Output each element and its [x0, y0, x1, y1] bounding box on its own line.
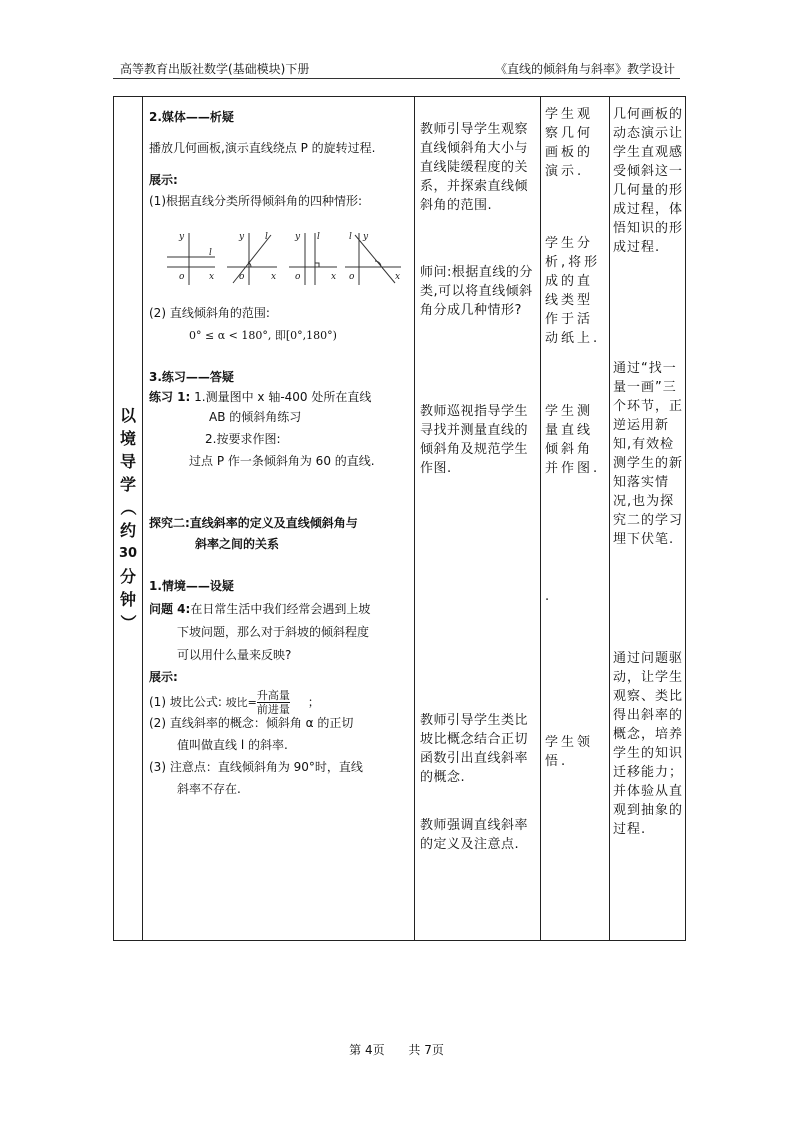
fig-o-label: o: [349, 272, 355, 282]
show1-item1: (1)根据直线分类所得倾斜角的四种情形:: [149, 194, 363, 208]
stage-char: 导: [119, 451, 136, 471]
practice-title: 3.练习——答疑: [149, 370, 234, 384]
situation-title: 1.情境——设疑: [149, 579, 234, 593]
explore2-line1: 探究二:直线斜率的定义及直线倾斜角与: [149, 516, 358, 530]
fig-l-label: l: [317, 232, 320, 242]
practice1-text-d: 过点 P 作一条倾斜角为 60 的直线.: [189, 454, 375, 468]
stage-char: 以: [119, 405, 136, 425]
show2-title: 展示:: [149, 670, 178, 684]
stage-char: 学: [119, 474, 136, 494]
student-activity-column: [541, 97, 610, 941]
teacher-note-4: 教师引导学生类比坡比概念结合正切函数引出直线斜率的概念.: [420, 713, 529, 785]
inclination-cases-figure: [165, 225, 405, 287]
q4-label: 问题 4:: [149, 602, 191, 616]
stage-char: 约: [119, 520, 136, 540]
student-note-1: 学生观察几何画板的演示.: [545, 107, 594, 179]
intent-note-3: 通过问题驱动，让学生观察、类比得出斜率的概念，培养学生的知识迁移能力；并体验从直观到抽象的过程.: [613, 651, 684, 837]
q4-text: 在日常生活中我们经常会遇到上坡: [190, 602, 371, 616]
fig-l-label: l: [349, 232, 352, 242]
page-total: 共 7页: [408, 1043, 444, 1057]
student-note-2: 学生分析,将形成的直线类型作于活动纸上.: [545, 236, 601, 346]
note-2: 斜率不存在.: [177, 782, 241, 796]
header-right: 《直线的倾斜角与斜率》教学设计: [495, 62, 676, 76]
fig-y-label: y: [295, 232, 301, 242]
practice1-text-c: 2.按要求作图:: [205, 432, 281, 446]
fig-y-label: y: [179, 232, 185, 242]
fig-l-label: l: [209, 248, 212, 258]
student-note-5: 学生领悟.: [545, 735, 594, 769]
practice1-text-b: AB 的倾斜角练习: [209, 410, 302, 424]
fig-x-label: x: [209, 272, 215, 282]
q4-line2: 下坡问题，那么对于斜坡的倾斜程度: [177, 625, 370, 639]
intent-note-1: 几何画板的动态演示让学生直观感受倾斜这一几何量的形成过程，体悟知识的形成过程.: [613, 107, 684, 255]
slope-def-2: 值叫做直线 l 的斜率.: [177, 738, 288, 752]
fig-o-label: o: [179, 272, 185, 282]
header-rule: [113, 78, 680, 79]
page-number: 第 4页: [349, 1043, 385, 1057]
fig-x-label: x: [331, 272, 337, 282]
content-column: [143, 97, 415, 941]
stage-label: [114, 97, 142, 940]
fig-y-label: y: [363, 232, 369, 242]
slope-ratio-tail: ；: [307, 695, 320, 709]
slope-ratio-word: 坡比=: [225, 696, 257, 709]
stage-column: [114, 97, 143, 941]
inclination-range: 0° ≤ α < 180°, 即[0°,180°): [189, 329, 337, 342]
practice1-line1: [149, 387, 410, 408]
teacher-activity-column: [415, 97, 541, 941]
stage-char: 30: [118, 545, 138, 561]
slope-ratio-numerator: 升高量: [256, 689, 290, 702]
slope-ratio-formula: [149, 689, 410, 716]
slope-def-1: (2) 直线斜率的概念：倾斜角 α 的正切: [149, 716, 354, 730]
fig-x-label: x: [395, 272, 401, 282]
student-note-4: .: [545, 589, 553, 604]
fig-l-label: l: [265, 232, 268, 242]
explore2-line2: 斜率之间的关系: [195, 537, 280, 551]
practice1-label: 练习 1:: [149, 390, 191, 404]
fig-o-label: o: [239, 272, 245, 282]
slope-ratio-label: (1) 坡比公式:: [149, 695, 222, 709]
show1-title: 展示:: [149, 173, 178, 187]
q4-line1: [149, 599, 410, 620]
fig-y-label: y: [239, 232, 245, 242]
q4-line3: 可以用什么量来反映?: [177, 648, 292, 662]
page-footer: [0, 1041, 793, 1058]
slope-ratio-denominator: 前进量: [256, 703, 290, 716]
media-title: 2.媒体——析疑: [149, 110, 234, 124]
teacher-note-2: 师问:根据直线的分类,可以将直线倾斜角分成几种情形?: [420, 265, 533, 318]
student-note-3: 学生测量直线倾斜角并作图.: [545, 404, 601, 476]
fig-x-label: x: [271, 272, 277, 282]
slope-ratio-fraction: [257, 689, 290, 716]
design-intent-column: [610, 97, 686, 941]
stage-char: 钟: [119, 589, 136, 609]
practice1-text-a: 1.测量图中 x 轴-400 处所在直线: [194, 390, 372, 404]
show1-item2: (2) 直线倾斜角的范围:: [149, 306, 270, 320]
stage-char: 境: [119, 428, 136, 448]
teacher-note-5: 教师强调直线斜率的定义及注意点.: [420, 818, 529, 852]
fig-o-label: o: [295, 272, 301, 282]
intent-note-2: 通过“找一量一画”三个环节，正逆运用新知,有效检测学生的新知落实情况,也为探究二的学习埋下伏笔.: [613, 361, 684, 547]
header-left: 高等教育出版社数学(基础模块)下册: [120, 62, 310, 76]
teacher-note-1: 教师引导学生观察直线倾斜角大小与直线陡缓程度的关系，并探索直线倾斜角的范围.: [420, 122, 529, 213]
lesson-table: [113, 96, 686, 941]
stage-char: 分: [119, 566, 136, 586]
stage-char: （: [118, 498, 138, 516]
media-text: 播放几何画板,演示直线绕点 P 的旋转过程.: [149, 141, 376, 155]
teacher-note-3: 教师巡视指导学生寻找并测量直线的倾斜角及规范学生作图.: [420, 404, 529, 476]
note-1: (3) 注意点：直线倾斜角为 90°时，直线: [149, 760, 363, 774]
stage-char: ）: [118, 613, 138, 631]
